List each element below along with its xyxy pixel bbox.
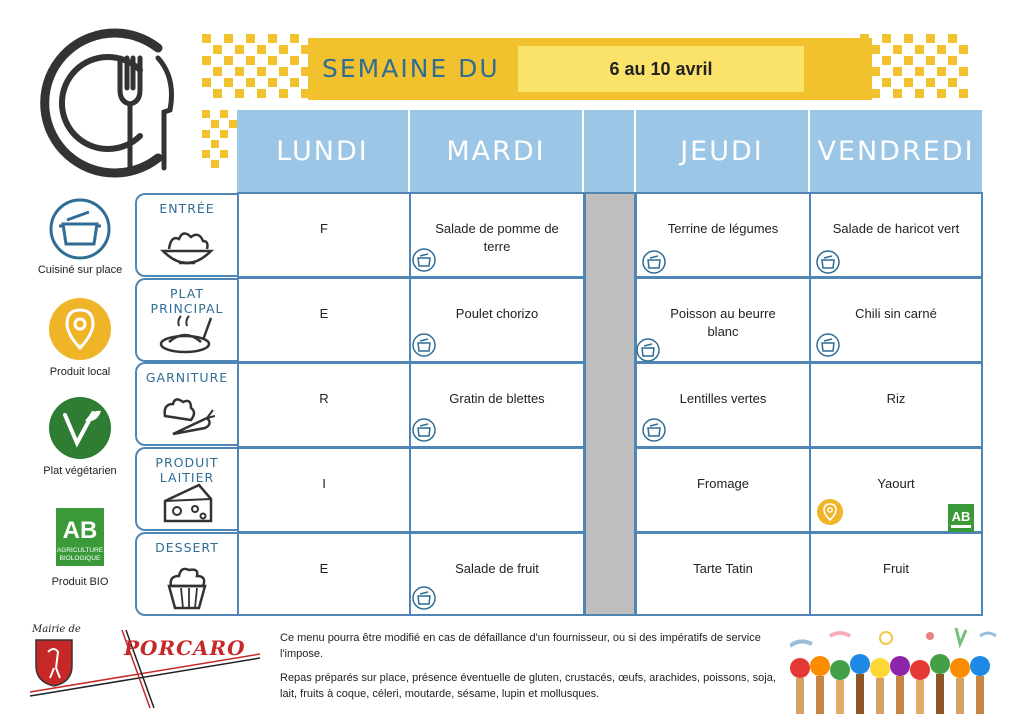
- cell-vendredi-dessert: Fruit: [809, 532, 983, 616]
- plate-fork-icon: [159, 310, 215, 356]
- salad-bowl-icon: [159, 225, 215, 271]
- cell-vendredi-laitier: Yaourt: [809, 447, 983, 533]
- category-label-line: LAITIER: [159, 470, 215, 485]
- cell-jeudi-laitier: Fromage: [635, 447, 811, 533]
- footer-note-allergens: Repas préparés sur place, présence éventuelle de gluten, crustacés, œufs, arachides, poissons, soja, lait, fruits à coque, céleri, moutarde, sésame, lupin et mollusques.: [280, 672, 776, 700]
- cooking-pot-icon: [816, 250, 840, 274]
- colorful-hands-illustration: [790, 622, 1000, 714]
- cooking-pot-icon: [412, 248, 436, 272]
- day-header-lundi: LUNDI: [237, 110, 410, 192]
- cell-jeudi-garniture: Lentilles vertes: [635, 362, 811, 448]
- legend-label: Cuisiné sur place: [37, 264, 123, 276]
- cooking-pot-icon: [816, 333, 840, 357]
- cell-lundi-garniture: R: [237, 362, 411, 448]
- cooking-pot-icon: [636, 338, 660, 362]
- ab-organic-icon: [56, 508, 104, 566]
- mairie-label: Mairie de: [32, 624, 81, 635]
- town-name: PORCARO: [124, 636, 246, 660]
- category-dessert: [135, 532, 237, 616]
- category-entree: [135, 193, 237, 277]
- legend-label: Plat végétarien: [43, 465, 117, 477]
- cell-lundi-laitier: I: [237, 447, 411, 533]
- legend-plat-vegetarien: [22, 395, 138, 477]
- cell-mardi-garniture: Gratin de blettes: [409, 362, 585, 448]
- legend-label: Produit local: [49, 366, 111, 378]
- category-label-line: PRODUIT: [155, 455, 219, 470]
- cell-lundi-entree: F: [237, 192, 411, 278]
- cooking-pot-icon: [49, 198, 111, 260]
- closed-day-column: [584, 192, 636, 616]
- cooking-pot-icon: [642, 418, 666, 442]
- decorative-dots: [200, 108, 240, 178]
- category-label-line: PRINCIPAL: [150, 301, 224, 316]
- day-header-vendredi: VENDREDI: [810, 110, 982, 192]
- plate-cutlery-logo-icon: [30, 18, 200, 183]
- category-garniture: [135, 362, 237, 446]
- cooking-pot-icon: [412, 586, 436, 610]
- cooking-pot-icon: [412, 333, 436, 357]
- legend-label: Produit BIO: [51, 576, 109, 588]
- cupcake-icon: [159, 564, 215, 610]
- cell-vendredi-plat: Chili sin carné: [809, 277, 983, 363]
- day-header-blank: [584, 110, 636, 192]
- cooking-pot-icon: [642, 250, 666, 274]
- legend-produit-bio: [22, 508, 138, 588]
- cell-mardi-laitier: [409, 447, 585, 533]
- legend-produit-local: [22, 296, 138, 378]
- cell-jeudi-entree: Terrine de légumes: [635, 192, 811, 278]
- date-range: 6 au 10 avril: [518, 46, 804, 92]
- cell-vendredi-garniture: Riz: [809, 362, 983, 448]
- day-header-jeudi: JEUDI: [636, 110, 810, 192]
- mairie-logo: [30, 624, 250, 714]
- header-band: [200, 32, 970, 108]
- footer-notes: [280, 630, 790, 710]
- category-produit-laitier: [135, 447, 237, 531]
- cell-jeudi-dessert: Tarte Tatin: [635, 532, 811, 616]
- cell-mardi-dessert: Salade de fruit: [409, 532, 585, 616]
- footer-note-supplier: Ce menu pourra être modifié en cas de défaillance d'un fournisseur, ou si des impératifs de service l'impose.: [280, 632, 761, 660]
- cell-vendredi-entree: Salade de haricot vert: [809, 192, 983, 278]
- legend-cuisine-sur-place: [22, 198, 138, 276]
- cell-lundi-plat: E: [237, 277, 411, 363]
- vegetables-icon: [159, 394, 215, 440]
- location-pin-icon: [47, 296, 113, 362]
- cell-mardi-plat: Poulet chorizo: [409, 277, 585, 363]
- cooking-pot-icon: [412, 418, 436, 442]
- ab-letters: AB: [62, 517, 98, 544]
- decorative-checker-left: [200, 32, 320, 108]
- leaf-icon: [47, 395, 113, 461]
- svg-text:AB: AB: [951, 509, 971, 524]
- category-label: ENTRÉE: [159, 201, 215, 216]
- cell-jeudi-plat: Poisson au beurre blanc: [635, 277, 811, 363]
- category-plat-principal: [135, 278, 237, 362]
- week-label: SEMAINE DU: [322, 54, 500, 83]
- ab-organic-icon: [948, 504, 974, 532]
- ab-line1: AGRICULTURE: [56, 547, 104, 554]
- cheese-icon: [159, 479, 215, 525]
- category-label: DESSERT: [155, 540, 219, 555]
- ab-line2: BIOLOGIQUE: [59, 555, 101, 562]
- cell-lundi-dessert: E: [237, 532, 411, 616]
- day-header-mardi: MARDI: [410, 110, 584, 192]
- category-label-line: PLAT: [169, 286, 204, 301]
- cell-mardi-entree: Salade de pomme de terre: [409, 192, 585, 278]
- category-label: GARNITURE: [145, 370, 229, 385]
- location-pin-icon: [816, 498, 844, 526]
